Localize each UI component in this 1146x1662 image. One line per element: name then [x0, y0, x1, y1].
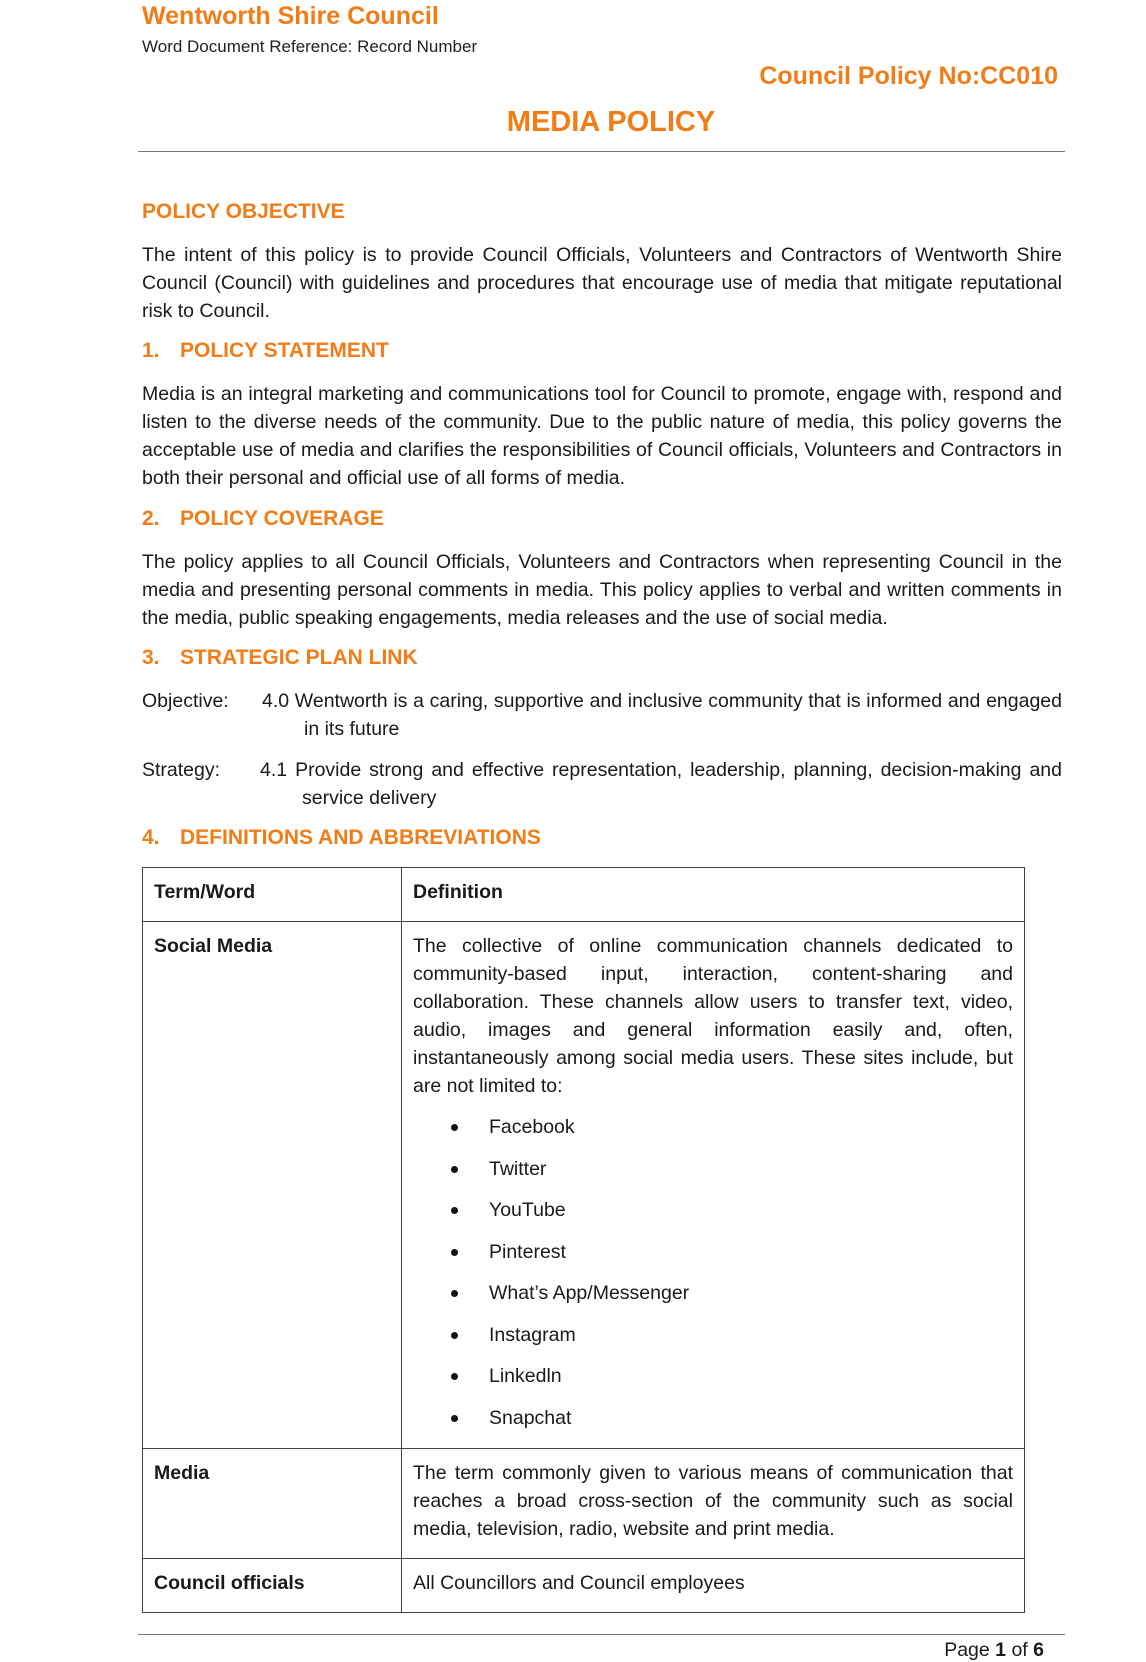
bullet-icon	[451, 1373, 458, 1380]
strategic-objective-row	[142, 687, 1062, 743]
coverage-number: 2.	[142, 507, 160, 530]
coverage-heading-text: POLICY COVERAGE	[180, 507, 384, 530]
page-of: of	[1011, 1639, 1028, 1661]
list-item-text: Twitter	[489, 1157, 547, 1180]
list-item-text: Facebook	[489, 1116, 575, 1138]
objective-heading-text: POLICY OBJECTIVE	[142, 200, 345, 223]
definition-text: The collective of online communication channels dedicated to community-based input, interaction, content-sharing and collaboration. These channels allow users to transfer text, video, audio, images and general information easily and, often, instantaneously among social media users. These sites include, but are not limited to:	[413, 935, 1013, 1097]
strategic-heading	[142, 646, 418, 670]
bullet-icon	[451, 1332, 458, 1339]
statement-paragraph: Media is an integral marketing and communications tool for Council to promote, engage with, respond and listen to the diverse needs of the community. Due to the public nature of media, this policy governs the acceptable use of media and clarifies the responsibilities of Council officials, Volunteers and Contractors in both their personal and official use of all forms of media.	[142, 383, 1062, 489]
list-item	[451, 1362, 1013, 1390]
list-item	[451, 1404, 1013, 1432]
definition-cell: All Councillors and Council employees	[402, 1559, 1025, 1613]
list-item	[451, 1279, 1013, 1307]
objective-paragraph: The intent of this policy is to provide Council Officials, Volunteers and Contractors of Wentworth Shire Council (Council) with guidelines and procedures that encourage use of media that mitigate reputational risk to Council.	[142, 244, 1062, 322]
list-item-text: Instagram	[489, 1323, 576, 1346]
strategic-number: 3.	[142, 646, 160, 669]
bullet-icon	[451, 1415, 458, 1422]
bullet-icon	[451, 1249, 458, 1256]
list-item-text: Linkedln	[489, 1365, 562, 1387]
term-cell: Council officials	[143, 1559, 402, 1613]
footer-divider	[138, 1634, 1065, 1635]
header-divider	[138, 151, 1065, 152]
definitions-heading	[142, 826, 541, 850]
definition-cell: The term commonly given to various means of communication that reaches a broad cross-section of the community such as social media, television, radio, website and print media.	[402, 1449, 1025, 1559]
policy-number: Council Policy No:CC010	[759, 62, 1058, 90]
list-item-text: Pinterest	[489, 1240, 566, 1263]
objective-heading	[142, 200, 345, 224]
list-item	[451, 1321, 1013, 1349]
bullet-icon	[451, 1166, 458, 1173]
list-item-text: Snapchat	[489, 1406, 572, 1429]
list-item-text: What’s App/Messenger	[489, 1282, 690, 1304]
definition-cell	[402, 922, 1025, 1449]
coverage-heading	[142, 507, 384, 531]
page-current: 1	[995, 1639, 1007, 1661]
statement-heading-text: POLICY STATEMENT	[180, 339, 389, 362]
bullet-icon	[451, 1124, 458, 1131]
list-item-text: YouTube	[489, 1199, 566, 1221]
document-reference: Word Document Reference: Record Number	[142, 37, 478, 56]
column-header-definition: Definition	[402, 868, 1025, 922]
strategy-text: 4.1 Provide strong and effective representation, leadership, planning, decision-making and service delivery	[260, 759, 1062, 809]
table-row	[143, 1559, 1025, 1613]
definitions-heading-text: DEFINITIONS AND ABBREVIATIONS	[180, 826, 541, 849]
list-item	[451, 1238, 1013, 1266]
table-row	[143, 922, 1025, 1449]
bullet-icon	[451, 1290, 458, 1297]
list-item	[451, 1155, 1013, 1183]
strategic-strategy-row	[142, 756, 1062, 812]
definitions-number: 4.	[142, 826, 160, 849]
coverage-paragraph: The policy applies to all Council Officials, Volunteers and Contractors when representing Council in the media and presenting personal comments in media. This policy applies to verbal and written comments in the media, public speaking engagements, media releases and the use of social media.	[142, 551, 1062, 629]
table-row	[143, 1449, 1025, 1559]
social-media-list	[413, 1113, 1013, 1432]
strategic-heading-text: STRATEGIC PLAN LINK	[180, 646, 418, 669]
statement-number: 1.	[142, 339, 160, 362]
document-title: MEDIA POLICY	[506, 106, 716, 138]
table-header-row	[143, 868, 1025, 922]
term-cell: Media	[143, 1449, 402, 1559]
strategy-label: Strategy:	[142, 759, 221, 781]
list-item	[451, 1196, 1013, 1224]
council-name: Wentworth Shire Council	[142, 2, 439, 30]
definitions-table	[142, 867, 1025, 1613]
objective-text: 4.0 Wentworth is a caring, supportive and inclusive community that is informed and engaged in its future	[262, 690, 1062, 740]
column-header-term: Term/Word	[143, 868, 402, 922]
page-prefix: Page	[944, 1639, 990, 1661]
bullet-icon	[451, 1207, 458, 1214]
objective-label: Objective:	[142, 690, 229, 712]
term-cell: Social Media	[143, 922, 402, 1449]
statement-heading	[142, 339, 389, 363]
list-item	[451, 1113, 1013, 1141]
page-total: 6	[1033, 1639, 1044, 1661]
